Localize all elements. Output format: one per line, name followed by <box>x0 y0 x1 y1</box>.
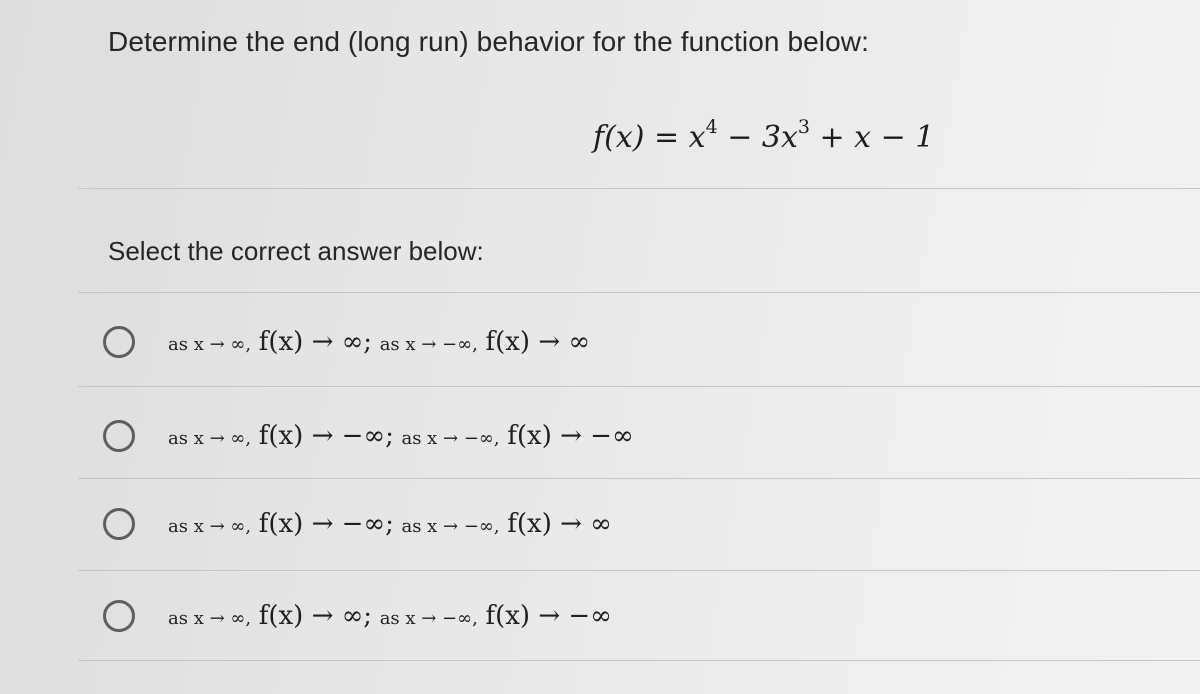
option-label: as x → ∞, f(x) → −∞; as x → −∞, f(x) → −∞ <box>168 421 634 451</box>
divider <box>78 570 1200 571</box>
divider <box>78 660 1200 661</box>
answer-prompt: Select the correct answer below: <box>108 236 484 266</box>
divider <box>78 386 1200 387</box>
option-label: as x → ∞, f(x) → ∞; as x → −∞, f(x) → −∞ <box>168 601 612 631</box>
formula-middle: − 3x <box>717 120 798 155</box>
divider <box>78 188 1200 189</box>
formula-tail: + x − 1 <box>809 120 935 155</box>
divider <box>78 478 1200 479</box>
option-label: as x → ∞, f(x) → −∞; as x → −∞, f(x) → ∞ <box>168 509 612 539</box>
radio-button[interactable] <box>103 420 135 452</box>
formula-exponent-4: 4 <box>705 116 718 138</box>
radio-button[interactable] <box>103 600 135 632</box>
option-label: as x → ∞, f(x) → ∞; as x → −∞, f(x) → ∞ <box>168 327 591 357</box>
answer-option-1[interactable] <box>78 302 1200 382</box>
divider <box>78 292 1200 293</box>
radio-button[interactable] <box>103 508 135 540</box>
function-formula <box>593 116 934 155</box>
answer-option-2[interactable] <box>78 396 1200 476</box>
formula-lhs: f(x) = x <box>593 120 706 155</box>
formula-exponent-3: 3 <box>797 116 810 138</box>
answer-option-3[interactable] <box>78 484 1200 564</box>
answer-option-4[interactable] <box>78 576 1200 656</box>
question-text: Determine the end (long run) behavior for the function below: <box>108 26 869 57</box>
radio-button[interactable] <box>103 326 135 358</box>
